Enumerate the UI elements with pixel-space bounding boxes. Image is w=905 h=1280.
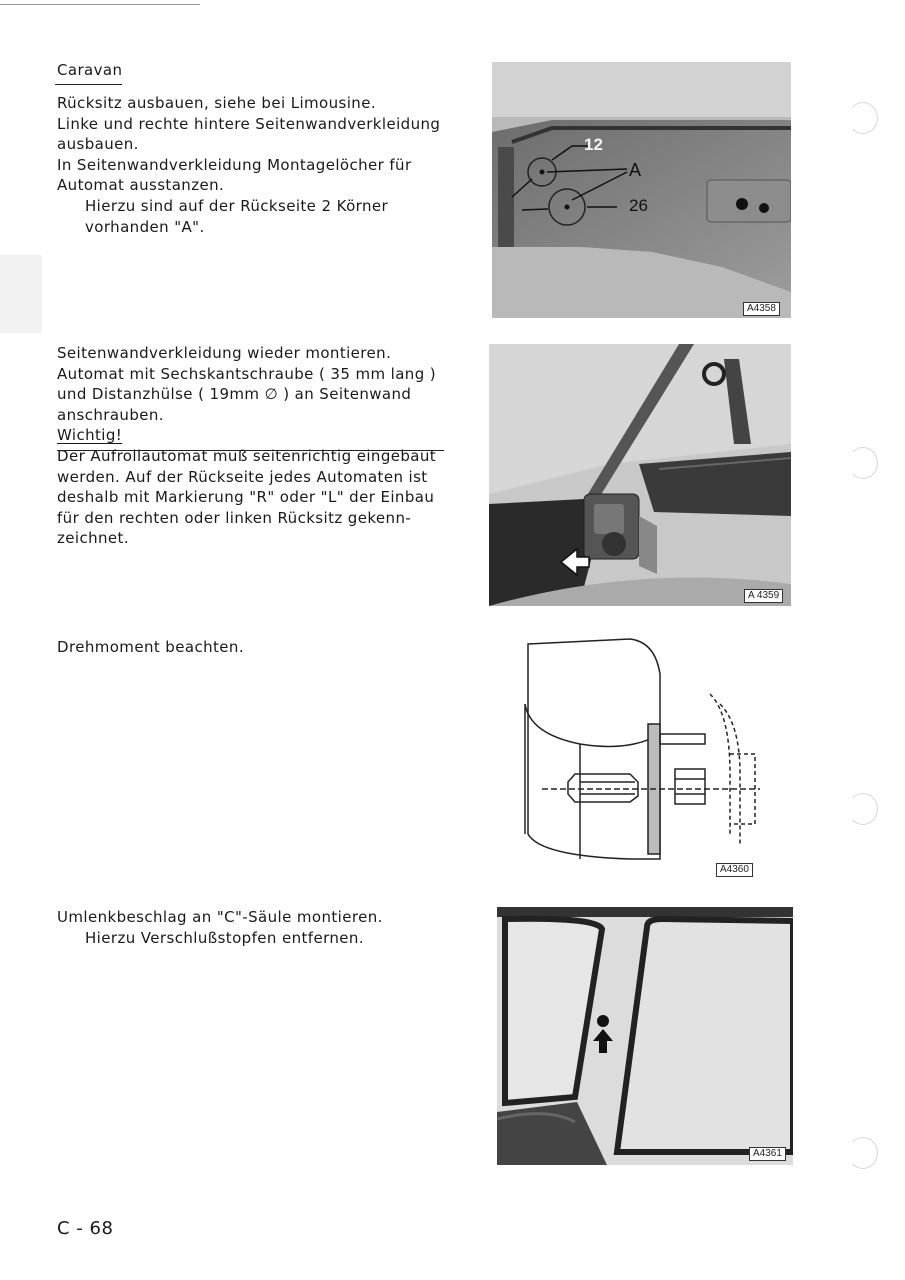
text-line-indented: vorhanden "A". bbox=[85, 217, 205, 236]
side-margin-mark bbox=[0, 255, 42, 333]
text-line: Seitenwandverkleidung wieder montieren. bbox=[57, 344, 392, 362]
text-line: Automat mit Sechskantschraube ( 35 mm lang ) bbox=[57, 364, 437, 383]
note-rule bbox=[57, 450, 444, 451]
side-panel-illustration bbox=[492, 62, 791, 318]
retractor-installation-illustration bbox=[489, 344, 791, 606]
text-line-indented: Hierzu sind auf der Rückseite 2 Körner bbox=[85, 196, 389, 215]
text-line: Drehmoment beachten. bbox=[57, 638, 244, 656]
note-line: werden. Auf der Rückseite jedes Automaten ist bbox=[57, 467, 428, 486]
figure-a4360-drawing bbox=[520, 634, 770, 880]
figure-label: A4360 bbox=[716, 863, 753, 877]
c-pillar-illustration bbox=[497, 907, 793, 1165]
heading-underline bbox=[55, 84, 122, 85]
figure-a4358-photo bbox=[492, 62, 791, 318]
text-line: In Seitenwandverkleidung Montagelöcher für bbox=[57, 155, 412, 174]
section-heading: Caravan bbox=[57, 61, 123, 79]
figure-label: A 4359 bbox=[744, 589, 783, 603]
figure-a4359-photo bbox=[489, 344, 791, 606]
text-line: Rücksitz ausbauen, siehe bei Limousine. bbox=[57, 94, 377, 112]
text-line: anschrauben. bbox=[57, 405, 164, 424]
note-label: Wichtig! bbox=[57, 426, 123, 445]
text-line: Umlenkbeschlag an "C"-Säule montieren. bbox=[57, 908, 383, 926]
binder-hole-mark bbox=[848, 1137, 878, 1169]
figure-a4361-photo bbox=[497, 907, 793, 1165]
figure-label: A4361 bbox=[749, 1147, 786, 1161]
binder-hole-mark bbox=[848, 102, 878, 134]
callout-26: 26 bbox=[629, 196, 648, 215]
text-block-4 bbox=[57, 907, 383, 948]
page-number: C - 68 bbox=[57, 1218, 114, 1239]
text-block-2 bbox=[57, 343, 436, 549]
text-line: Linke und rechte hintere Seitenwandverkleidung bbox=[57, 114, 441, 133]
text-line: Automat ausstanzen. bbox=[57, 176, 225, 195]
callout-12: 12 bbox=[584, 135, 603, 154]
callout-a: A bbox=[629, 160, 642, 180]
binder-hole-mark bbox=[848, 447, 878, 479]
figure-label: A4358 bbox=[743, 302, 780, 316]
note-line: Der Aufrollautomat muß seitenrichtig eingebaut bbox=[57, 446, 437, 465]
text-line-indented: Hierzu Verschlußstopfen entfernen. bbox=[85, 928, 364, 947]
text-block-3 bbox=[57, 637, 244, 658]
note-line: deshalb mit Markierung "R" oder "L" der Einbau bbox=[57, 488, 435, 507]
text-line: ausbauen. bbox=[57, 135, 139, 154]
text-line: und Distanzhülse ( 19mm ∅ ) an Seitenwand bbox=[57, 385, 412, 404]
top-rule bbox=[0, 4, 200, 5]
note-line: für den rechten oder linken Rücksitz gekenn- bbox=[57, 508, 412, 527]
binder-hole-mark bbox=[848, 793, 878, 825]
note-line: zeichnet. bbox=[57, 529, 130, 548]
text-block-1 bbox=[57, 93, 440, 237]
mounting-exploded-drawing bbox=[520, 634, 770, 880]
